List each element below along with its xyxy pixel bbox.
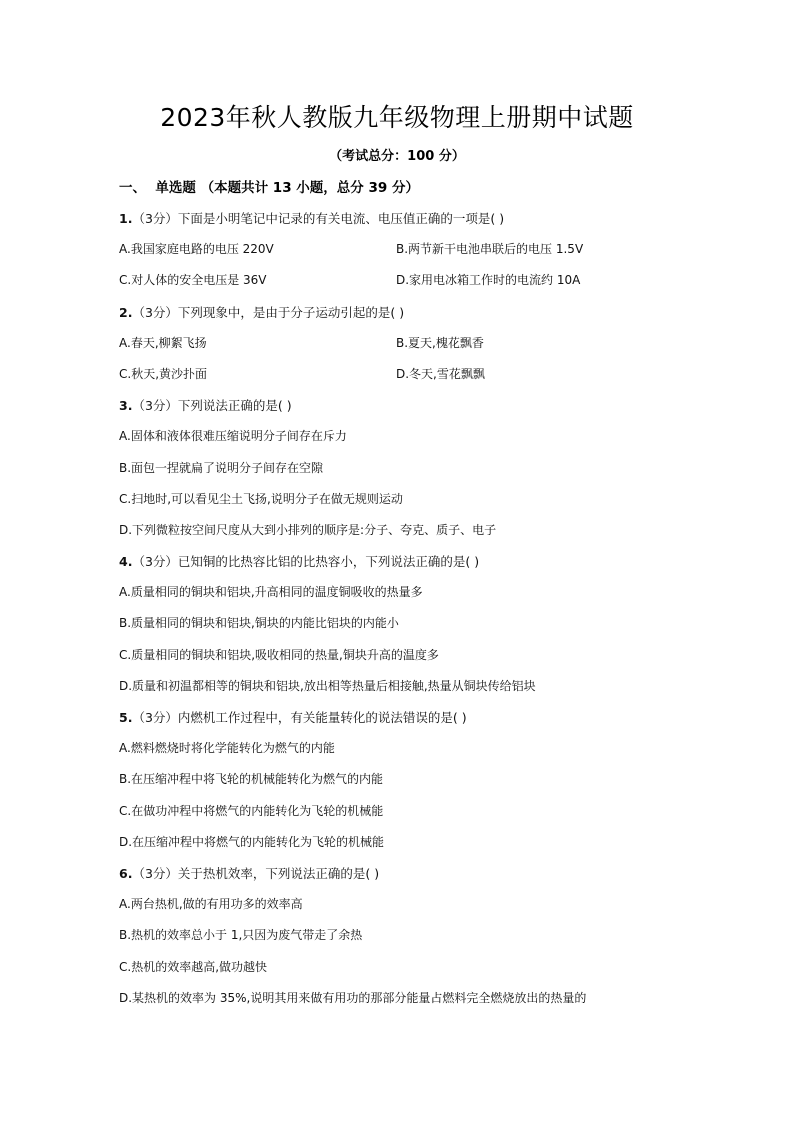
question-stem: （3分）下面是小明笔记中记录的有关电流、电压值正确的一项是( )	[132, 211, 505, 226]
question-6	[119, 858, 679, 889]
question-stem: （3分）内燃机工作过程中，有关能量转化的说法错误的是( )	[132, 710, 467, 725]
question-3	[119, 390, 679, 421]
question-5	[119, 702, 679, 733]
option-d: D.在压缩冲程中将燃气的内能转化为飞轮的机械能	[119, 834, 385, 849]
question-number: 1.	[119, 211, 133, 226]
option-c: C.热机的效率越高,做功越快	[119, 959, 268, 974]
question-list	[119, 203, 679, 1014]
option-a: A.固体和液体很难压缩说明分子间存在斥力	[119, 429, 347, 444]
option-d: D.下列微粒按空间尺度从大到小排列的顺序是:分子、夸克、质子、电子	[119, 522, 497, 537]
option-c: C.扫地时,可以看见尘土飞扬,说明分子在做无规则运动	[119, 491, 403, 506]
option-d: D.某热机的效率为 35%,说明其用来做有用功的那部分能量占燃料完全燃烧放出的热量的	[119, 990, 587, 1005]
option-row	[119, 328, 679, 359]
question-2	[119, 297, 679, 328]
question-number: 5.	[119, 710, 133, 725]
exam-title: 2023年秋人教版九年级物理上册期中试题	[160, 103, 634, 132]
option-row	[119, 265, 679, 296]
question-number: 4.	[119, 554, 133, 570]
option-a: A.春天,柳絮飞扬	[119, 335, 207, 350]
question-1	[119, 203, 679, 234]
option-d: D.质量和初温都相等的铜块和铝块,放出相等热量后相接触,热量从铜块传给铝块	[119, 678, 536, 693]
option-d: D.家用电冰箱工作时的电流约 10A	[396, 273, 581, 288]
option-a: A.质量相同的铜块和铝块,升高相同的温度铜吸收的热量多	[119, 585, 423, 600]
option-row	[119, 359, 679, 390]
question-4	[119, 546, 679, 577]
option-c: C.质量相同的铜块和铝块,吸收相同的热量,铜块升高的温度多	[119, 647, 439, 662]
option-b: B.两节新干电池串联后的电压 1.5V	[396, 242, 584, 257]
section-heading: 一、 单选题 （本题共计 13 小题，总分 39 分）	[119, 180, 419, 196]
option-d: D.冬天,雪花飘飘	[396, 366, 485, 381]
question-number: 6.	[119, 865, 133, 881]
option-c: C.在做功冲程中将燃气的内能转化为飞轮的机械能	[119, 803, 384, 818]
option-row	[119, 234, 679, 265]
option-a: A.燃料燃烧时将化学能转化为燃气的内能	[119, 741, 335, 756]
option-a: A.两台热机,做的有用功多的效率高	[119, 897, 303, 912]
exam-total-score: （考试总分：100 分）	[329, 149, 465, 164]
option-c: C.秋天,黄沙扑面	[119, 366, 208, 381]
question-stem: （3分）已知铜的比热容比铝的比热容小，下列说法正确的是( )	[132, 554, 480, 570]
question-stem: （3分）下列现象中，是由于分子运动引起的是( )	[132, 304, 405, 320]
question-number: 2.	[119, 304, 133, 320]
option-a: A.我国家庭电路的电压 220V	[119, 242, 274, 257]
option-b: B.热机的效率总小于 1,只因为废气带走了余热	[119, 928, 363, 943]
question-stem: （3分）下列说法正确的是( )	[132, 398, 292, 414]
option-b: B.面包一捏就扁了说明分子间存在空隙	[119, 460, 324, 475]
question-number: 3.	[119, 398, 133, 414]
option-b: B.在压缩冲程中将飞轮的机械能转化为燃气的内能	[119, 772, 384, 787]
question-stem: （3分）关于热机效率，下列说法正确的是( )	[132, 865, 380, 881]
option-c: C.对人体的安全电压是 36V	[119, 273, 267, 288]
option-b: B.夏天,槐花飘香	[396, 335, 484, 350]
option-b: B.质量相同的铜块和铝块,铜块的内能比铝块的内能小	[119, 616, 399, 631]
